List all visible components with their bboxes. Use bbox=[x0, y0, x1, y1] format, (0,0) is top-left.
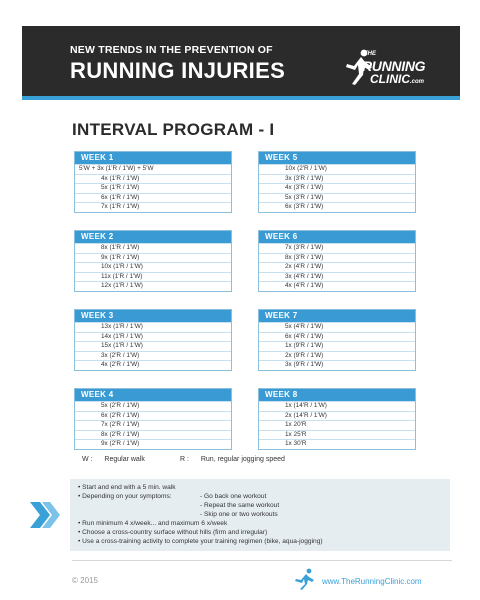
footer-divider bbox=[72, 560, 452, 561]
week-row-text: 4x (1'R / 1'W) bbox=[101, 174, 140, 182]
week-row bbox=[75, 322, 231, 332]
week-row-text: 6x (4'R / 1'W) bbox=[285, 332, 324, 340]
week-row bbox=[259, 272, 415, 282]
week-header: WEEK 1 bbox=[75, 152, 231, 164]
week-row-text: 9x (1'R / 1'W) bbox=[101, 253, 140, 261]
week-row-text: 4x (4'R / 1'W) bbox=[285, 282, 324, 290]
tip-skip: - Skip one or two workouts bbox=[200, 511, 278, 518]
week-row bbox=[75, 430, 231, 440]
runner-icon bbox=[294, 568, 316, 590]
week-row-text: 2x (14'R / 1'W) bbox=[285, 411, 327, 419]
tip-repeat: - Repeat the same workout bbox=[200, 502, 280, 509]
week-row bbox=[75, 411, 231, 421]
week-row bbox=[75, 341, 231, 351]
legend-w-key: W : bbox=[82, 456, 93, 463]
week-row bbox=[259, 262, 415, 272]
legend-run bbox=[180, 456, 285, 463]
week-row-text: 1x 20'R bbox=[285, 421, 307, 429]
week-row-text: 3x (9'R / 1'W) bbox=[285, 361, 324, 369]
week-row-text: 5'W + 3x (1'R / 1'W) + 5'W bbox=[79, 165, 154, 172]
week-row bbox=[259, 193, 415, 203]
week-row-text: 11x (1'R / 1'W) bbox=[101, 272, 143, 280]
week-row bbox=[259, 183, 415, 193]
week-row-text: 9x (2'R / 1'W) bbox=[101, 440, 140, 448]
week-row-text: 4x (3'R / 1'W) bbox=[285, 184, 324, 192]
week-header: WEEK 4 bbox=[75, 389, 231, 401]
header-title: RUNNING INJURIES bbox=[70, 58, 286, 83]
week-row bbox=[75, 202, 231, 212]
week-row-text: 8x (3'R / 1'W) bbox=[285, 253, 324, 261]
week-row-text: 4x (2'R / 1'W) bbox=[101, 361, 140, 369]
week-row bbox=[259, 281, 415, 291]
week-row-text: 6x (1'R / 1'W) bbox=[101, 193, 140, 201]
tip-go-back: - Go back one workout bbox=[200, 493, 267, 500]
tips-box bbox=[70, 479, 450, 551]
week-row-text: 2x (9'R / 1'W) bbox=[285, 351, 324, 359]
week-row-text: 3x (3'R / 1'W) bbox=[285, 174, 324, 182]
week-row-text: 1x 30'R bbox=[285, 440, 307, 448]
week-row bbox=[259, 253, 415, 263]
week-row-text: 12x (1'R / 1'W) bbox=[101, 282, 143, 290]
tip-frequency: • Run minimum 4 x/week... and maximum 6 x/week bbox=[78, 520, 228, 527]
week-row bbox=[75, 243, 231, 253]
tip-surface: • Choose a cross-country surface without hills (firm and irregular) bbox=[78, 529, 268, 536]
week-row bbox=[259, 351, 415, 361]
header-subtitle: NEW TRENDS IN THE PREVENTION OF bbox=[70, 44, 273, 56]
week-box bbox=[258, 151, 416, 213]
week-header: WEEK 5 bbox=[259, 152, 415, 164]
week-row bbox=[259, 341, 415, 351]
week-row-text: 15x (1'R / 1'W) bbox=[101, 342, 143, 350]
week-row bbox=[259, 322, 415, 332]
week-box bbox=[258, 309, 416, 371]
week-row bbox=[75, 360, 231, 370]
week-box bbox=[74, 309, 232, 371]
week-row-text: 5x (2'R / 1'W) bbox=[101, 402, 140, 409]
week-row-text: 7x (3'R / 1'W) bbox=[285, 244, 324, 251]
week-row bbox=[75, 281, 231, 291]
week-row bbox=[259, 360, 415, 370]
week-row bbox=[75, 183, 231, 193]
week-box bbox=[74, 151, 232, 213]
week-box bbox=[258, 230, 416, 292]
week-header: WEEK 8 bbox=[259, 389, 415, 401]
week-row bbox=[259, 420, 415, 430]
week-row bbox=[75, 420, 231, 430]
week-row bbox=[259, 401, 415, 411]
week-row bbox=[259, 164, 415, 174]
logo-the: THE bbox=[364, 51, 376, 57]
week-row-text: 8x (2'R / 1'W) bbox=[101, 430, 140, 438]
week-box bbox=[74, 230, 232, 292]
week-row-text: 14x (1'R / 1'W) bbox=[101, 332, 143, 340]
header-accent-bar bbox=[22, 96, 460, 100]
week-row-text: 7x (1'R / 1'W) bbox=[101, 203, 140, 211]
week-box bbox=[74, 388, 232, 450]
week-header: WEEK 7 bbox=[259, 310, 415, 322]
week-row-text: 3x (2'R / 1'W) bbox=[101, 351, 140, 359]
week-row bbox=[75, 174, 231, 184]
logo-suffix: .com bbox=[410, 79, 425, 85]
legend-r-text: Run, regular jogging speed bbox=[200, 456, 285, 463]
website-link[interactable]: www.TheRunningClinic.com bbox=[322, 577, 422, 586]
week-row-text: 6x (2'R / 1'W) bbox=[101, 411, 140, 419]
logo-running: RUNNING bbox=[362, 58, 426, 74]
week-row-text: 3x (4'R / 1'W) bbox=[285, 272, 324, 280]
week-row-text: 10x (2'R / 1'W) bbox=[285, 165, 327, 172]
double-chevron-icon bbox=[28, 498, 62, 532]
logo-clinic: CLINIC.com bbox=[370, 72, 425, 86]
week-row bbox=[259, 411, 415, 421]
week-header: WEEK 6 bbox=[259, 231, 415, 243]
week-row-text: 1x 25'R bbox=[285, 430, 307, 438]
week-row bbox=[259, 174, 415, 184]
week-row-text: 7x (2'R / 1'W) bbox=[101, 421, 140, 429]
week-row bbox=[259, 202, 415, 212]
week-row bbox=[75, 253, 231, 263]
week-row-text: 6x (3'R / 1'W) bbox=[285, 203, 324, 211]
week-row bbox=[75, 351, 231, 361]
week-row bbox=[259, 332, 415, 342]
running-clinic-logo bbox=[344, 48, 444, 88]
tip-symptoms: • Depending on your symptoms: bbox=[78, 493, 172, 500]
week-row bbox=[75, 193, 231, 203]
week-row-text: 5x (3'R / 1'W) bbox=[285, 193, 324, 201]
week-row bbox=[259, 430, 415, 440]
tip-start-end: • Start and end with a 5 min. walk bbox=[78, 484, 176, 491]
week-row-text: 8x (1'R / 1'W) bbox=[101, 244, 140, 251]
week-row-text: 10x (1'R / 1'W) bbox=[101, 263, 143, 271]
week-row bbox=[75, 262, 231, 272]
week-row bbox=[75, 332, 231, 342]
week-box bbox=[258, 388, 416, 450]
legend-r-key: R : bbox=[180, 456, 189, 463]
week-row-text: 1x (14'R / 1'W) bbox=[285, 402, 327, 409]
tip-cross-training: • Use a cross-training activity to complete your training regimen (bike, aqua-jogging) bbox=[78, 538, 323, 545]
week-header: WEEK 2 bbox=[75, 231, 231, 243]
week-header: WEEK 3 bbox=[75, 310, 231, 322]
header-banner bbox=[22, 26, 460, 96]
week-row-text: 1x (9'R / 1'W) bbox=[285, 342, 324, 350]
week-row bbox=[259, 439, 415, 449]
week-row-text: 5x (1'R / 1'W) bbox=[101, 184, 140, 192]
week-row bbox=[75, 401, 231, 411]
week-row bbox=[75, 272, 231, 282]
week-row-text: 2x (4'R / 1'W) bbox=[285, 263, 324, 271]
program-title: INTERVAL PROGRAM - I bbox=[72, 120, 275, 139]
week-row bbox=[75, 439, 231, 449]
legend-walk bbox=[82, 456, 145, 463]
week-row-text: 5x (4'R / 1'W) bbox=[285, 323, 324, 330]
week-row bbox=[75, 164, 231, 174]
week-row-text: 13x (1'R / 1'W) bbox=[101, 323, 143, 330]
week-row bbox=[259, 243, 415, 253]
copyright: © 2015 bbox=[72, 576, 98, 585]
legend-w-text: Regular walk bbox=[104, 456, 145, 463]
